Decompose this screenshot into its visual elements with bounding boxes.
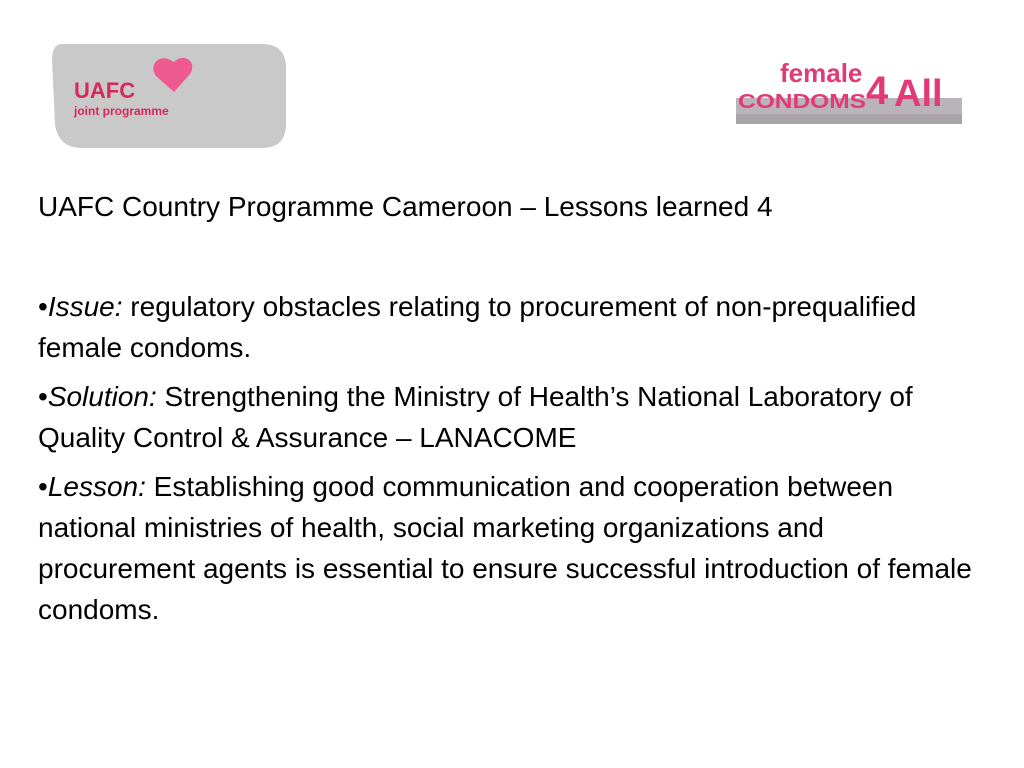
bullet-solution	[38, 376, 988, 458]
logo-word-all: All	[894, 73, 943, 115]
logo-number-4: 4	[866, 69, 889, 113]
uafc-logo-line1: UAFC	[74, 78, 136, 103]
uafc-heart-logo-icon	[52, 44, 286, 148]
logo-word-condoms: CONDOMS	[738, 91, 866, 113]
bullet-list	[38, 286, 988, 638]
bullet-text-issue: regulatory obstacles relating to procurement of non-prequalified female condoms.	[38, 291, 917, 363]
bullet-label-solution: Solution:	[47, 381, 157, 412]
bullet-label-issue: Issue:	[47, 291, 123, 322]
uafc-logo	[52, 44, 286, 148]
uafc-logo-line2: joint programme	[74, 104, 169, 118]
bullet-marker: •	[38, 471, 48, 502]
bullet-marker: •	[38, 381, 48, 412]
bullet-text-solution: Strengthening the Ministry of Health’s National Laboratory of Quality Control & Assurance – LANACOME	[38, 381, 913, 453]
bullet-marker: •	[38, 291, 48, 322]
bullet-text-lesson: Establishing good communication and cooperation between national ministries of health, social marketing organizations and procurement agents is essential to ensure successful introduction of female condoms.	[38, 471, 972, 625]
slide-heading: UAFC Country Programme Cameroon – Lessons learned 4	[38, 191, 773, 222]
logo-word-female: female	[780, 58, 863, 88]
bullet-issue	[38, 286, 988, 368]
female-condoms-4all-logo	[736, 58, 962, 124]
bullet-label-lesson: Lesson:	[47, 471, 146, 502]
bullet-lesson	[38, 466, 988, 630]
female-condoms-4all-icon	[736, 58, 962, 124]
